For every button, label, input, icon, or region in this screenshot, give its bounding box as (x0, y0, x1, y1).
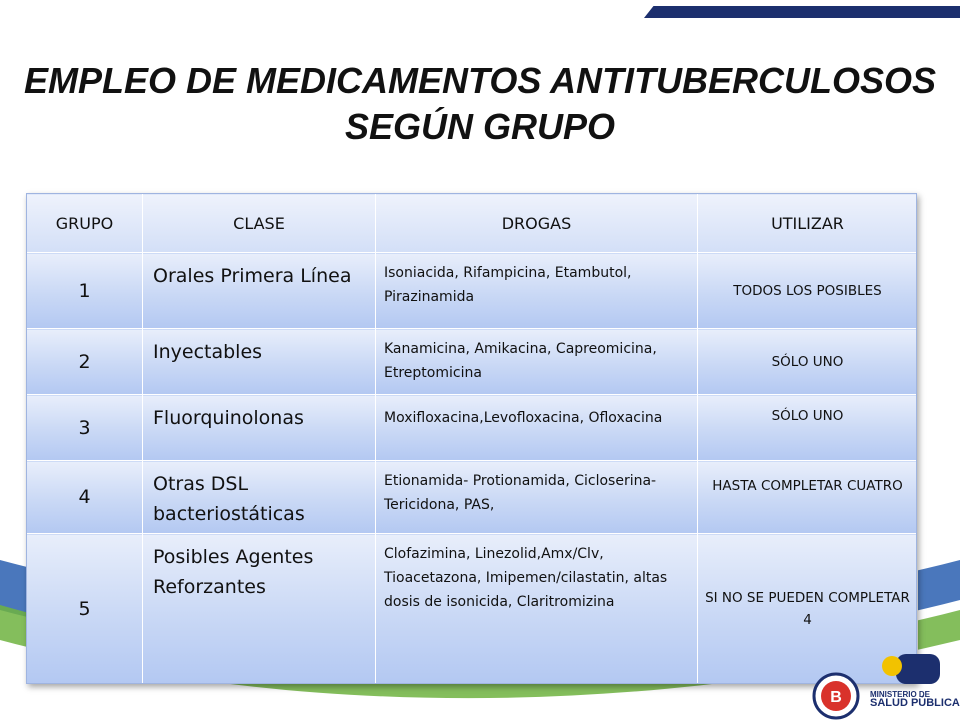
cell-utilizar: TODOS LOS POSIBLES (698, 253, 918, 329)
table-row (27, 253, 918, 329)
cell-utilizar: HASTA COMPLETAR CUATRO (698, 461, 918, 534)
cell-clase: Inyectables (143, 329, 376, 395)
table-header-row (27, 194, 918, 253)
cell-drogas: Kanamicina, Amikacina, Capreomicina, Etreptomicina (376, 329, 698, 395)
cell-clase: Fluorquinolonas (143, 395, 376, 461)
cell-clase: Otras DSL bacteriostáticas (143, 461, 376, 534)
cell-drogas: Etionamida- Protionamida, Cicloserina-Tericidona, PAS, (376, 461, 698, 534)
cell-drogas: Moxifloxacina,Levofloxacina, Ofloxacina (376, 395, 698, 461)
table-row (27, 461, 918, 534)
program-seal-icon (812, 672, 860, 720)
cell-grupo: 5 (27, 534, 143, 684)
cell-grupo: 2 (27, 329, 143, 395)
slide-title-line1: EMPLEO DE MEDICAMENTOS ANTITUBERCULOSOS (23, 60, 937, 101)
slide-title (0, 58, 960, 150)
cell-clase: Posibles Agentes Reforzantes (143, 534, 376, 684)
svg-text:B: B (830, 689, 842, 706)
header-drogas: DROGAS (376, 194, 698, 253)
ministry-logo-text (870, 690, 960, 708)
ministry-line2: SALUD PÚBLICA (870, 697, 960, 709)
cell-utilizar: SÓLO UNO (698, 329, 918, 395)
cell-utilizar: SI NO SE PUEDEN COMPLETAR 4 (698, 534, 918, 684)
drug-groups-table (26, 193, 917, 684)
ministry-line1: MINISTERIO DE (870, 690, 931, 699)
cell-grupo: 4 (27, 461, 143, 534)
table-row (27, 395, 918, 461)
cell-drogas: Clofazimina, Linezolid,Amx/Clv, Tioacetazona, Imipemen/cilastatin, altas dosis de isonicida, Claritromizina (376, 534, 698, 684)
cell-grupo: 1 (27, 253, 143, 329)
cell-utilizar: SÓLO UNO (698, 395, 918, 461)
cell-grupo: 3 (27, 395, 143, 461)
header-utilizar: UTILIZAR (698, 194, 918, 253)
table-row (27, 329, 918, 395)
table-row (27, 534, 918, 684)
cell-drogas: Isoniacida, Rifampicina, Etambutol, Pirazinamida (376, 253, 698, 329)
header-clase: CLASE (143, 194, 376, 253)
slide-title-line2: SEGÚN GRUPO (344, 106, 616, 147)
cell-clase: Orales Primera Línea (143, 253, 376, 329)
header-grupo: GRUPO (27, 194, 143, 253)
